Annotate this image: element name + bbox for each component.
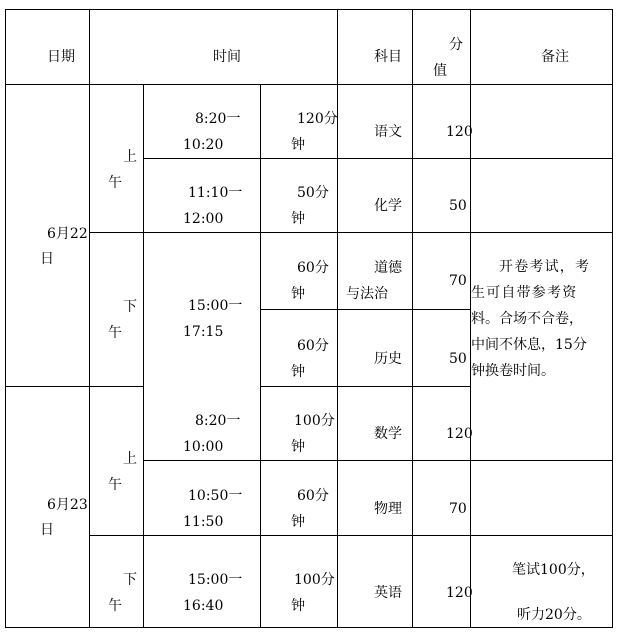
date-2-line2: 日 [40, 522, 54, 538]
time-7-start: 15:00一 [188, 572, 243, 588]
rule-subject-right [412, 9, 413, 628]
header-score-line2: 值 [433, 63, 447, 79]
date-1-line2: 日 [40, 251, 54, 267]
header-note: 备注 [541, 49, 569, 65]
time-5-start: 8:20一 [195, 413, 241, 429]
rule-top [5, 9, 612, 10]
duration-3-line1: 60分 [297, 260, 329, 276]
rule-bottom [5, 627, 612, 628]
note-open-book-line3: 料。合场不合卷， [471, 311, 583, 327]
period-3-line1: 上 [123, 451, 137, 467]
rule-time-right [337, 9, 338, 628]
score-3: 70 [449, 273, 467, 289]
subject-1: 语文 [374, 124, 402, 140]
date-1-line1: 6月22 [47, 226, 88, 242]
rule-left [5, 9, 6, 628]
duration-6-line2: 钟 [291, 514, 305, 530]
duration-2-line1: 50分 [297, 185, 329, 201]
note-open-book-line5: 钟换卷时间。 [471, 363, 555, 379]
duration-1-line2: 钟 [291, 137, 305, 153]
period-2-line1: 下 [123, 299, 137, 315]
period-3-line2: 午 [108, 477, 122, 493]
duration-2-line2: 钟 [291, 211, 305, 227]
note-open-book-line2: 生可自带参考资 [471, 285, 578, 301]
header-subject: 科目 [374, 49, 402, 65]
header-score-line1: 分 [449, 37, 463, 53]
rule-row2-note [470, 232, 612, 233]
subject-7: 英语 [374, 585, 402, 601]
rule-row3 [260, 309, 470, 310]
time-6-end: 11:50 [183, 514, 224, 530]
subject-6: 物理 [374, 501, 402, 517]
period-1-line2: 午 [108, 175, 122, 191]
note-open-book-line1: 开卷考试，考 [499, 259, 591, 275]
duration-7-line2: 钟 [291, 598, 305, 614]
score-4: 50 [449, 351, 467, 367]
score-6: 70 [449, 501, 467, 517]
score-7: 120 [446, 585, 473, 601]
period-4-line2: 午 [108, 598, 122, 614]
time-3-end: 17:15 [183, 324, 224, 340]
time-7-end: 16:40 [183, 598, 224, 614]
header-time: 时间 [213, 49, 241, 65]
period-1-line1: 上 [123, 149, 137, 165]
time-2-end: 12:00 [183, 211, 224, 227]
header-date: 日期 [47, 49, 75, 65]
time-3-start: 15:00一 [188, 298, 243, 314]
duration-4-line1: 60分 [297, 338, 329, 354]
subject-2: 化学 [374, 198, 402, 214]
note-open-book-line4: 中间不休息，15分 [471, 337, 587, 353]
score-5: 120 [446, 426, 473, 442]
time-1-end: 10:20 [183, 137, 224, 153]
rule-row4b [260, 386, 470, 387]
period-4-line1: 下 [123, 572, 137, 588]
score-1: 120 [446, 124, 473, 140]
duration-5-line1: 100分 [294, 413, 335, 429]
note-open-book [471, 254, 613, 384]
duration-6-line1: 60分 [297, 488, 329, 504]
rule-clock-right [260, 84, 261, 628]
rule-header-bottom [5, 84, 612, 85]
subject-4: 历史 [374, 351, 402, 367]
duration-3-line2: 钟 [291, 286, 305, 302]
rule-row4 [5, 386, 143, 387]
time-2-start: 11:10一 [188, 185, 243, 201]
subject-3-line1: 道德 [374, 260, 402, 276]
date-2-line1: 6月23 [47, 497, 88, 513]
note-english-listening: 听力20分。 [517, 607, 591, 623]
subject-5: 数学 [374, 426, 402, 442]
duration-7-line1: 100分 [294, 572, 335, 588]
duration-1-line1: 120分 [297, 111, 338, 127]
time-6-start: 10:50一 [188, 488, 243, 504]
rule-row5 [143, 460, 612, 461]
duration-5-line2: 钟 [291, 439, 305, 455]
rule-row6 [89, 535, 612, 536]
rule-period-right [143, 84, 144, 628]
period-2-line2: 午 [108, 325, 122, 341]
time-1-start: 8:20一 [195, 111, 241, 127]
score-2: 50 [449, 198, 467, 214]
time-5-end: 10:00 [183, 439, 224, 455]
duration-4-line2: 钟 [291, 364, 305, 380]
note-english-written: 笔试100分， [512, 562, 595, 578]
rule-date-right [89, 9, 90, 628]
rule-row1 [143, 158, 612, 159]
subject-3-line2: 与法治 [346, 286, 388, 302]
